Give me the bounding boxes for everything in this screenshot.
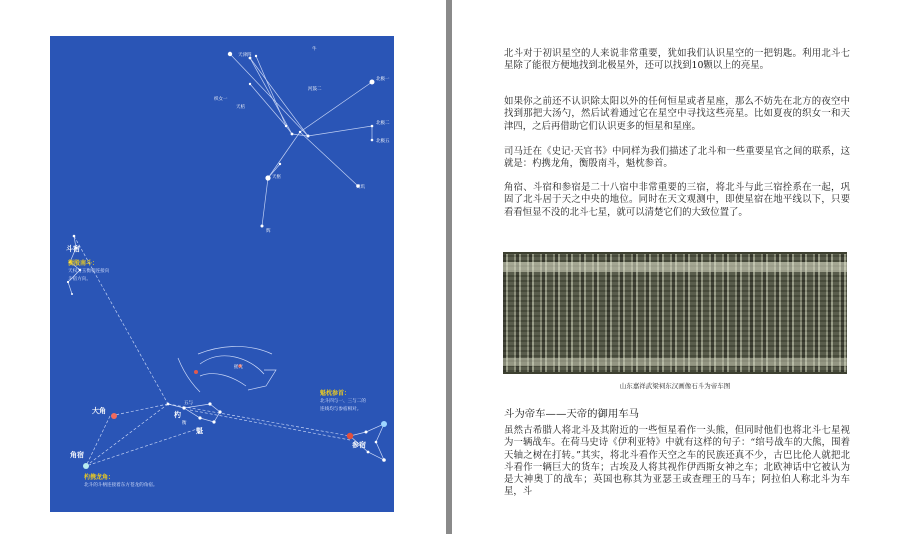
paragraph-5-block <box>504 425 850 499</box>
left-page <box>0 0 446 534</box>
star-label: 北极五 <box>376 139 390 144</box>
star-label: 天枢 <box>272 175 281 180</box>
paragraph: 司马迁在《史记·天官书》中同样为我们描述了北斗和一些重要星官之间的联系，这就是：杓携龙角，衡殷南斗，魁枕参首。 <box>504 146 850 170</box>
note-nandou-line1: 天权与玉衡相连接向 <box>68 269 110 274</box>
star-label: 五与 <box>184 401 193 406</box>
star-label: 北极二 <box>376 121 390 126</box>
star-map <box>50 36 394 512</box>
paragraph: 角宿、斗宿和参宿是二十八宿中非常重要的三宿，将北斗与此三宿拴系在一起，巩固了北斗居于天之中央的地位。同时在天文观测中，即使星宿在地平线以下，只要看看恒显不没的北斗七星，就可以清楚它们的大致位置了。 <box>504 182 850 218</box>
paragraph-1-block <box>504 48 850 73</box>
note-nandou-title: 衡殷南斗： <box>68 260 99 267</box>
star-label: 天棓 <box>236 105 245 110</box>
star-label: 北极一 <box>376 77 390 82</box>
paragraph: 虽然古希腊人将北斗及其附近的一些恒星看作一头熊，但同时他们也将北斗七星视为一辆战车。在荷马史诗《伊利亚特》中就有这样的句子：“绾号战车的大熊，围着天轴之树在打转。”其实，将北斗看作天空之车的民族还真不少，古巴比伦人就把北斗看作一辆巨大的货车；古埃及人将其视作伊西斯女神之车；北欧神话中它被认为是大神奥丁的战车；英国也称其为亚瑟王或查理王的马车；阿拉伯人称北斗为车星，斗 <box>504 425 850 498</box>
star-label: 摇光 <box>234 365 243 370</box>
note-shen-title: 魁枕参首： <box>320 390 351 397</box>
star-label: 织女一 <box>214 97 228 102</box>
star-label-dajiao: 大角 <box>92 407 106 415</box>
note-shen-line2: 连线均与参宿相对。 <box>320 407 362 412</box>
paragraph-4-block <box>504 182 850 219</box>
star-label-kui: 魁 <box>196 427 203 435</box>
star-label: 牛 <box>312 47 317 52</box>
star-label-jiao: 角宿 <box>70 451 84 459</box>
star-label: 天玑 <box>356 185 365 190</box>
star-label-shen: 参宿 <box>352 441 366 449</box>
star-label: 衡 <box>182 421 187 426</box>
image-caption: 山东嘉祥武梁祠东汉画像石斗为帝车图 <box>619 382 731 390</box>
star-label-dou: 斗宿 <box>66 245 80 253</box>
note-jiao-title: 杓携龙角： <box>84 474 115 481</box>
paragraph-3-block <box>504 146 850 171</box>
star-label: 辉 <box>266 229 271 234</box>
note-jiao-line1: 北斗的斗柄连接着东方苍龙的角宿。 <box>84 483 158 488</box>
paragraph-2-block <box>504 96 850 133</box>
note-nandou-line2: 斗宿方向。 <box>68 277 91 282</box>
note-shen-line1: 北斗四与一、三与二的 <box>320 399 366 404</box>
star-label: 河鼓二 <box>308 87 322 92</box>
section-title: 斗为帝车——天帝的御用车马 <box>504 408 640 420</box>
stone-relief-image <box>503 252 847 374</box>
paragraph: 北斗对于初识星空的人来说非常重要，犹如我们认识星空的一把钥匙。利用北斗七星除了能很方便地找到北极星外，还可以找到10颗以上的亮星。 <box>504 48 850 72</box>
star-label-shao: 杓 <box>174 411 181 419</box>
paragraph: 如果你之前还不认识除太阳以外的任何恒星或者星座，那么不妨先在北方的夜空中找到那把大汤勺，然后试着通过它在星空中寻找这些亮星。比如夏夜的织女一和天津四，之后再借助它们认识更多的恒星和星座。 <box>504 96 850 132</box>
star-label: 天津四 <box>238 53 252 58</box>
